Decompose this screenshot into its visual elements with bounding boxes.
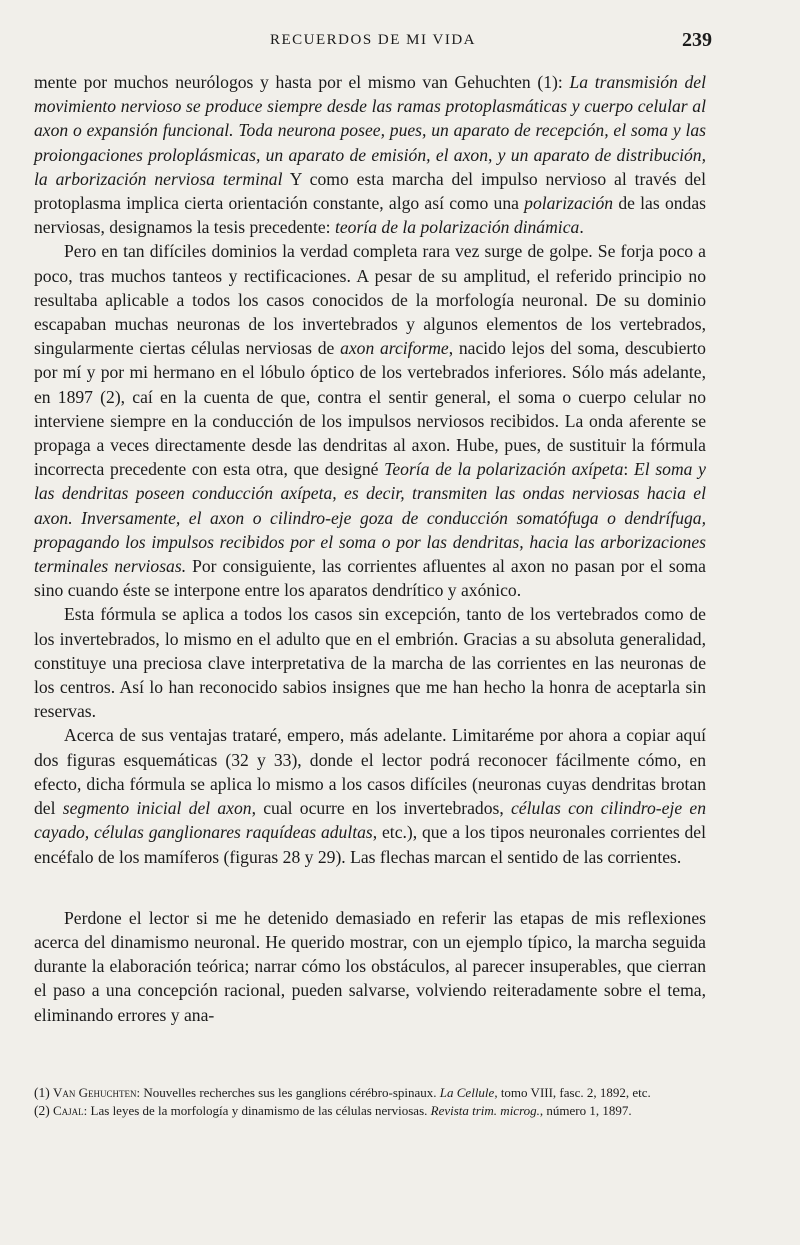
footnotes [34,1084,706,1120]
paragraph-5: Perdone el lector si me he detenido demasiado en referir las etapas de mis reflexiones acerca del dinamismo neuronal. He querido mostrar, con un ejemplo típico, la marcha seguida durante la elaboración teórica; narrar cómo los obstáculos, al parecer insuperables, que cierran el paso a una concepción racional, pueden salvarse, volviendo reiteradamente sobre el tema, eliminando errores y ana- [34,907,706,1025]
section-gap [34,869,706,906]
footnote-2: (2) Cajal: Las leyes de la morfología y dinamismo de las células nerviosas. Revista trim. microg., número 1, 1897. [34,1103,632,1118]
term-axon-arciforme: axon arciforme [340,338,449,359]
footnote-journal: La Cellule [439,1085,495,1100]
body-text [34,70,706,1027]
term-segmento-inicial: segmento inicial del axon [62,798,252,819]
footnote-1: (1) Van Gehuchten: Nouvelles recherches sus les ganglions cérébro-spinaux. La Cellule, tomo VIII, fasc. 2, 1892, etc. [34,1085,651,1100]
paragraph-4: Acerca de sus ventajas trataré, empero, más adelante. Limitaréme por ahora a copiar aquí dos figuras esquemáticas (32 y 33), donde el lector podrá reconocer fácilmente cómo, en efecto, dicha fórmula se aplica lo mismo a los casos difíciles (neuronas cuyas dendritas brotan del segmento inicial del axon, cual ocurre en los invertebrados, células con cilindro-eje en cayado, células ganglionares raquídeas adultas, etc.), que a los tipos neuronales corrientes del encéfalo de los mamíferos (figuras 28 y 29). Las flechas marcan el sentido de las corrientes. [34,725,707,867]
page-header [34,29,712,56]
footnote-journal: Revista trim. microg. [430,1103,540,1118]
term-teoria-polarizacion-dinamica: teoría de la polarización dinámica [334,217,580,238]
quoted-definition: La transmisión del movimiento nervioso se produce siempre desde las ramas protoplasmáticas y cuerpo celular al axon o expansión funcional. Toda neurona posee, pues, un aparato de recepción, el soma y las proiongaciones proloplásmicas, un aparato de emisión, el axon, y un aparato de distribución, la arborización nerviosa terminal [34,72,706,189]
paragraph-2: Pero en tan difíciles dominios la verdad completa rara vez surge de golpe. Se forja poco a poco, tras muchos tanteos y rectificaciones. A pesar de su amplitud, el referido principio no resultaba aplicable a todos los casos conocidos de la morfología neuronal. De su dominio escapaban muchas neuronas de los invertebrados y algunos elementos de los vertebrados, singularmente ciertas células nerviosas de axon arciforme, nacido lejos del soma, descubierto por mí y por mi hermano en el lóbulo óptico de los vertebrados inferiores. Sólo más adelante, en 1897 (2), caí en la cuenta de que, contra el sentir general, el soma o cuerpo celular no interviene siempre en la conducción de los impulsos nerviosos recibidos. La onda aferente se propaga a veces directamente desde las dendritas al axon. Hube, pues, de sustituir la fórmula incorrecta precedente con esta otra, que designé Teoría de la polarización axípeta: El soma y las dendritas poseen conducción axípeta, es decir, transmiten las ondas nerviosas hacia el axon. Inversamente, el axon o cilindro-eje goza de conducción somatófuga o dendrífuga, propagando los impulsos recibidos por el soma o por las dendritas, hacia las arborizaciones terminales nerviosas. Por consiguiente, las corrientes afluentes al axon no pasan por el soma sino cuando éste se interpone entre los aparatos dendrítico y axónico. [34,241,706,601]
footnote-author: Cajal: [53,1103,88,1118]
paragraph-3: Esta fórmula se aplica a todos los casos sin excepción, tanto de los vertebrados como de los invertebrados, lo mismo en el adulto que en el embrión. Gracias a su absoluta generalidad, constituye una preciosa clave interpretativa de la marcha de las corrientes en las neuronas de los centros. Así lo han reconocido sabios insignes que me han hecho la honra de aceptarla sin reservas. [34,604,706,722]
term-teoria-polarizacion-axipeta: Teoría de la polarización axípeta [384,459,624,480]
running-head: RECUERDOS DE MI VIDA [270,32,476,48]
page-number: 239 [682,29,712,51]
paragraph-1: mente por muchos neurólogos y hasta por el mismo van Gehuchten (1): La transmisión del movimiento nervioso se produce siempre desde las ramas protoplasmáticas y cuerpo celular al axon o expansión funcional. Toda neurona posee, pues, un aparato de recepción, el soma y las proiongaciones proloplásmicas, un aparato de emisión, el axon, y un aparato de distribución, la arborización nerviosa terminal Y como esta marcha del impulso nervioso al través del protoplasma implica cierta orientación constante, algo así como una polarización de las ondas nerviosas, designamos la tesis precedente: teoría de la polarización dinámica. [34,72,706,238]
footnote-author: Van Gehuchten: [53,1085,141,1100]
axipeta-definition: El soma y las dendritas poseen conducción axípeta, es decir, transmiten las ondas nerviosas hacia el axon. Inversamente, el axon o cilindro-eje goza de conducción somatófuga o dendrífuga, propagando los impulsos recibidos por el soma o por las dendritas, hacia las arborizaciones terminales nerviosas. [34,459,706,577]
term-polarizacion: polarización [524,193,614,214]
term-celulas-cayado: células con cilindro-eje en cayado, células ganglionares raquídeas adultas [34,798,707,843]
